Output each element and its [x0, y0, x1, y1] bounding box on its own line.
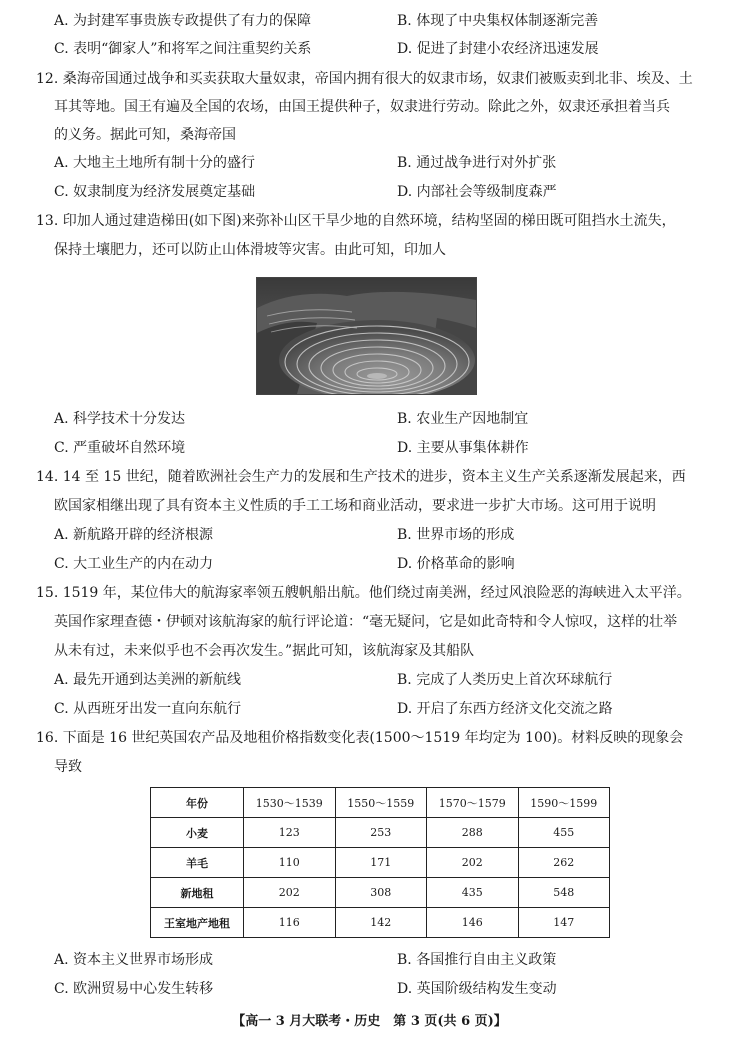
table-cell: 455 [518, 818, 610, 848]
table-cell: 548 [518, 878, 610, 908]
q13-option-d: D. 主要从事集体耕作 [397, 440, 529, 456]
table-cell: 147 [518, 908, 610, 938]
q11-option-d: D. 促进了封建小农经济迅速发展 [397, 41, 599, 57]
q14-option-a: A. 新航路开辟的经济根源 [54, 527, 214, 543]
q13-stem-line-1: 13. 印加人通过建造梯田(如下图)来弥补山区干旱少地的自然环境，结构坚固的梯田既可阻挡水土流失， [36, 213, 676, 229]
q16-option-d: D. 英国阶级结构发生变动 [397, 981, 557, 997]
q15-option-d: D. 开启了东西方经济文化交流之路 [397, 701, 613, 717]
q12-option-c: C. 奴隶制度为经济发展奠定基础 [54, 184, 256, 200]
table-cell: 308 [335, 878, 427, 908]
table-cell: 262 [518, 848, 610, 878]
table-header-cell: 1590～1599 [518, 788, 610, 818]
q12-stem-line-2: 耳其等地。国王有遍及全国的农场，由国王提供种子，奴隶进行劳动。除此之外，奴隶还承担着当兵 [54, 99, 670, 115]
table-row [151, 818, 610, 848]
table-cell: 110 [244, 848, 336, 878]
q14-option-b: B. 世界市场的形成 [397, 527, 515, 543]
page-footer: 【高一 3 月大联考・历史 第 3 页(共 6 页)】 [232, 1014, 507, 1029]
table-cell: 253 [335, 818, 427, 848]
table-cell: 116 [244, 908, 336, 938]
table-cell: 202 [427, 848, 519, 878]
q13-stem-line-2: 保持土壤肥力，还可以防止山体滑坡等灾害。由此可知，印加人 [54, 242, 446, 258]
q14-option-c: C. 大工业生产的内在动力 [54, 556, 214, 572]
q16-stem-line-1: 16. 下面是 16 世纪英国农产品及地租价格指数变化表(1500～1519 年均定为 100)。材料反映的现象会 [36, 730, 684, 746]
table-row [151, 878, 610, 908]
table-cell: 288 [427, 818, 519, 848]
table-row-label: 羊毛 [151, 848, 244, 878]
table-row-label: 新地租 [151, 878, 244, 908]
q14-stem-line-1: 14. 14 至 15 世纪，随着欧洲社会生产力的发展和生产技术的进步，资本主义生产关系逐渐发展起来，西 [36, 469, 686, 485]
table-row-label: 王室地产地租 [151, 908, 244, 938]
q15-option-a: A. 最先开通到达美洲的新航线 [54, 672, 242, 688]
q13-option-c: C. 严重破坏自然环境 [54, 440, 186, 456]
terrace-image [257, 278, 476, 394]
table-cell: 146 [427, 908, 519, 938]
table-header-cell: 年份 [151, 788, 244, 818]
table-cell: 142 [335, 908, 427, 938]
q16-stem-line-2: 导致 [54, 759, 82, 775]
q14-stem-line-2: 欧国家相继出现了具有资本主义性质的手工工场和商业活动，要求进一步扩大市场。这可用于说明 [54, 498, 656, 514]
table-cell: 123 [244, 818, 336, 848]
table-header-cell: 1530～1539 [244, 788, 336, 818]
q13-option-a: A. 科学技术十分发达 [54, 411, 186, 427]
q16-option-a: A. 资本主义世界市场形成 [54, 952, 214, 968]
table-header-cell: 1550～1559 [335, 788, 427, 818]
table-header-row [151, 788, 610, 818]
q15-stem-line-3: 从未有过，未来似乎也不会再次发生。”据此可知，该航海家及其船队 [54, 643, 475, 659]
q11-option-a: A. 为封建军事贵族专政提供了有力的保障 [54, 13, 312, 29]
q16-option-b: B. 各国推行自由主义政策 [397, 952, 557, 968]
table-row [151, 908, 610, 938]
q14-option-d: D. 价格革命的影响 [397, 556, 515, 572]
q12-stem-line-1: 12. 桑海帝国通过战争和买卖获取大量奴隶，帝国内拥有很大的奴隶市场，奴隶们被贩卖到北非、埃及、土 [36, 71, 693, 87]
q12-option-b: B. 通过战争进行对外扩张 [397, 155, 557, 171]
table-cell: 435 [427, 878, 519, 908]
q13-option-b: B. 农业生产因地制宜 [397, 411, 529, 427]
q15-stem-line-2: 英国作家理查德・伊顿对该航海家的航行评论道：“毫无疑问，它是如此奇特和令人惊叹，这样的壮举 [54, 614, 678, 630]
q11-option-b: B. 体现了中央集权体制逐渐完善 [397, 13, 599, 29]
table-cell: 202 [244, 878, 336, 908]
table-row-label: 小麦 [151, 818, 244, 848]
q12-option-d: D. 内部社会等级制度森严 [397, 184, 557, 200]
price-index-table [150, 787, 610, 938]
table-cell: 171 [335, 848, 427, 878]
q12-stem-line-3: 的义务。据此可知，桑海帝国 [54, 127, 236, 143]
q11-option-c: C. 表明“御家人”和将军之间注重契约关系 [54, 41, 312, 57]
terrace-photo [256, 277, 477, 395]
table-header-cell: 1570～1579 [427, 788, 519, 818]
q15-option-b: B. 完成了人类历史上首次环球航行 [397, 672, 613, 688]
q15-stem-line-1: 15. 1519 年，某位伟大的航海家率领五艘帆船出航。他们绕过南美洲，经过风浪险恶的海峡进入太平洋。 [36, 585, 691, 601]
q15-option-c: C. 从西班牙出发一直向东航行 [54, 701, 242, 717]
q16-option-c: C. 欧洲贸易中心发生转移 [54, 981, 214, 997]
q12-option-a: A. 大地主土地所有制十分的盛行 [54, 155, 256, 171]
table-row [151, 848, 610, 878]
